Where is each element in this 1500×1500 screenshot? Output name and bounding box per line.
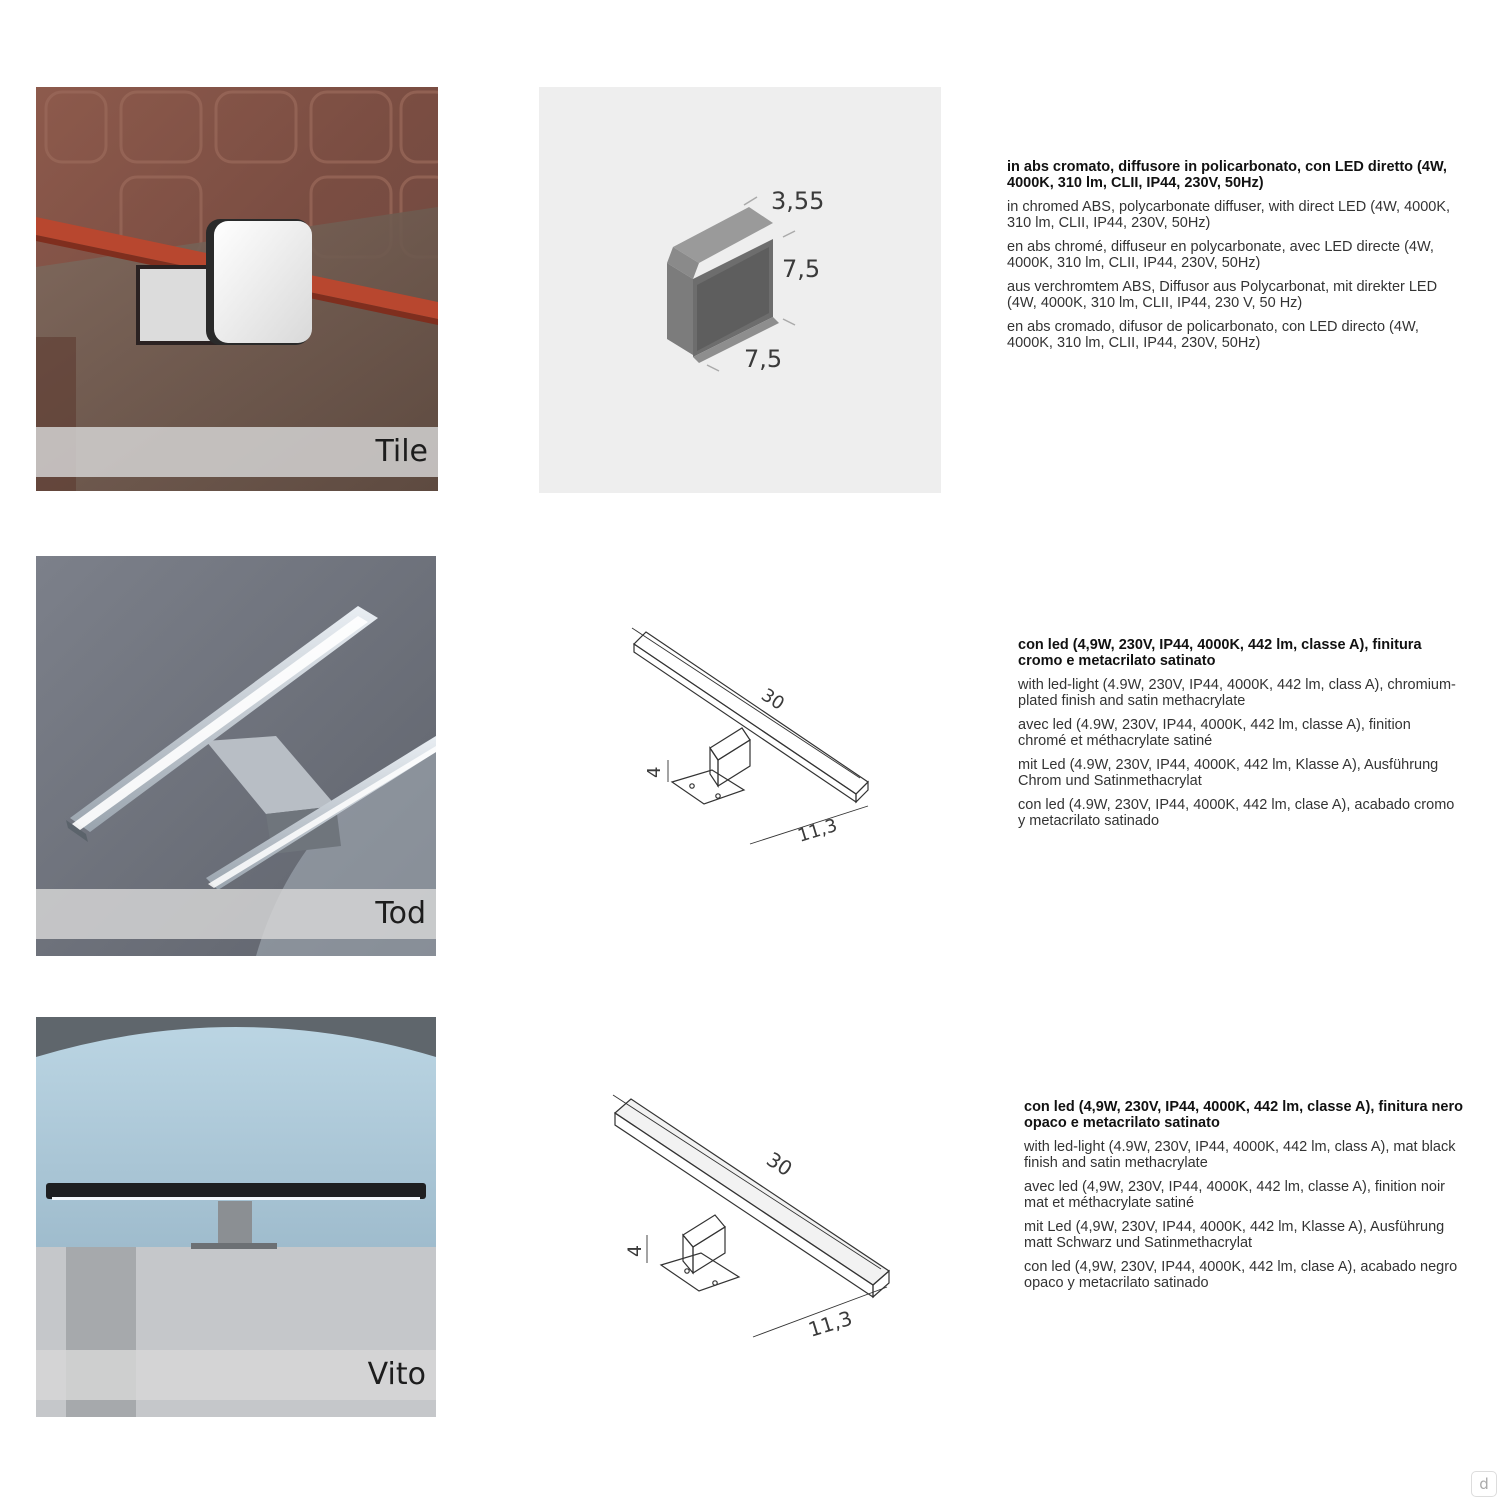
description-fr: avec led (4.9W, 230V, IP44, 4000K, 442 lm, classe A), finition chromé et méthacrylate satiné — [1018, 717, 1411, 749]
vito-photo — [36, 1017, 436, 1417]
tile-photo — [36, 87, 438, 491]
tod-photo — [36, 556, 436, 956]
dim-depth: 11,3 — [795, 814, 840, 847]
product-name-tod: Tod — [375, 896, 426, 931]
description-de: mit Led (4,9W, 230V, IP44, 4000K, 442 lm, Klasse A), Ausführung matt Schwarz und Satinmethacrylat — [1024, 1219, 1445, 1251]
product-name-vito: Vito — [367, 1357, 426, 1392]
logo-icon: d — [1471, 1471, 1497, 1497]
tod-technical-drawing — [620, 610, 890, 860]
tile-descriptions — [1007, 160, 1462, 360]
description-fr: avec led (4,9W, 230V, IP44, 4000K, 442 lm, classe A), finition noir mat et méthacrylate satiné — [1024, 1179, 1446, 1211]
dim-length: 30 — [757, 684, 788, 715]
vito-technical-drawing — [605, 1075, 895, 1345]
description-de: mit Led (4.9W, 230V, IP44, 4000K, 442 lm, Klasse A), Ausführung Chrom und Satinmethacrylat — [1018, 757, 1439, 789]
description-en: with led-light (4.9W, 230V, IP44, 4000K, 442 lm, class A), chromium-plated finish and satin methacrylate — [1018, 677, 1456, 709]
dim-height: 4 — [624, 1244, 646, 1257]
dim-height: 4 — [644, 766, 665, 778]
description-en: with led-light (4.9W, 230V, IP44, 4000K, 442 lm, class A), mat black finish and satin methacrylate — [1024, 1139, 1456, 1171]
dim-depth: 11,3 — [805, 1305, 856, 1342]
description-fr: en abs chromé, diffuseur en polycarbonate, avec LED directe (4W, 4000K, 310 lm, CLII, IP44, 230V, 50Hz) — [1007, 239, 1434, 271]
dim-height: 7,5 — [782, 255, 821, 283]
product-name-tile: Tile — [375, 434, 428, 469]
vito-descriptions — [1024, 1100, 1469, 1300]
description-it: con led (4,9W, 230V, IP44, 4000K, 442 lm, classe A), finitura cromo e metacrilato satinato — [1018, 637, 1422, 669]
description-es: en abs cromado, difusor de policarbonato, con LED directo (4W, 4000K, 310 lm, CLII, IP44, 230V, 50Hz) — [1007, 319, 1419, 351]
tile-technical-drawing — [539, 87, 941, 493]
description-en: in chromed ABS, polycarbonate diffuser, with direct LED (4W, 4000K, 310 lm, CLII, IP44, 230V, 50Hz) — [1007, 199, 1451, 231]
description-es: con led (4,9W, 230V, IP44, 4000K, 442 lm, clase A), acabado negro opaco y metacrilato satinado — [1024, 1259, 1458, 1291]
description-es: con led (4.9W, 230V, IP44, 4000K, 442 lm, clase A), acabado cromo y metacrilato satinado — [1018, 797, 1455, 829]
dim-depth: 3,55 — [771, 187, 825, 215]
description-de: aus verchromtem ABS, Diffusor aus Polycarbonat, mit direkter LED (4W, 4000K, 310 lm, CLII, IP44, 230 V, 50 Hz) — [1007, 279, 1438, 311]
description-it: in abs cromato, diffusore in policarbonato, con LED diretto (4W, 4000K, 310 lm, CLII, IP44, 230V, 50Hz) — [1007, 159, 1447, 191]
dim-width: 7,5 — [744, 345, 783, 373]
dim-length: 30 — [762, 1147, 797, 1182]
tod-descriptions — [1018, 638, 1463, 838]
description-it: con led (4,9W, 230V, IP44, 4000K, 442 lm, classe A), finitura nero opaco e metacrilato satinato — [1024, 1099, 1463, 1131]
